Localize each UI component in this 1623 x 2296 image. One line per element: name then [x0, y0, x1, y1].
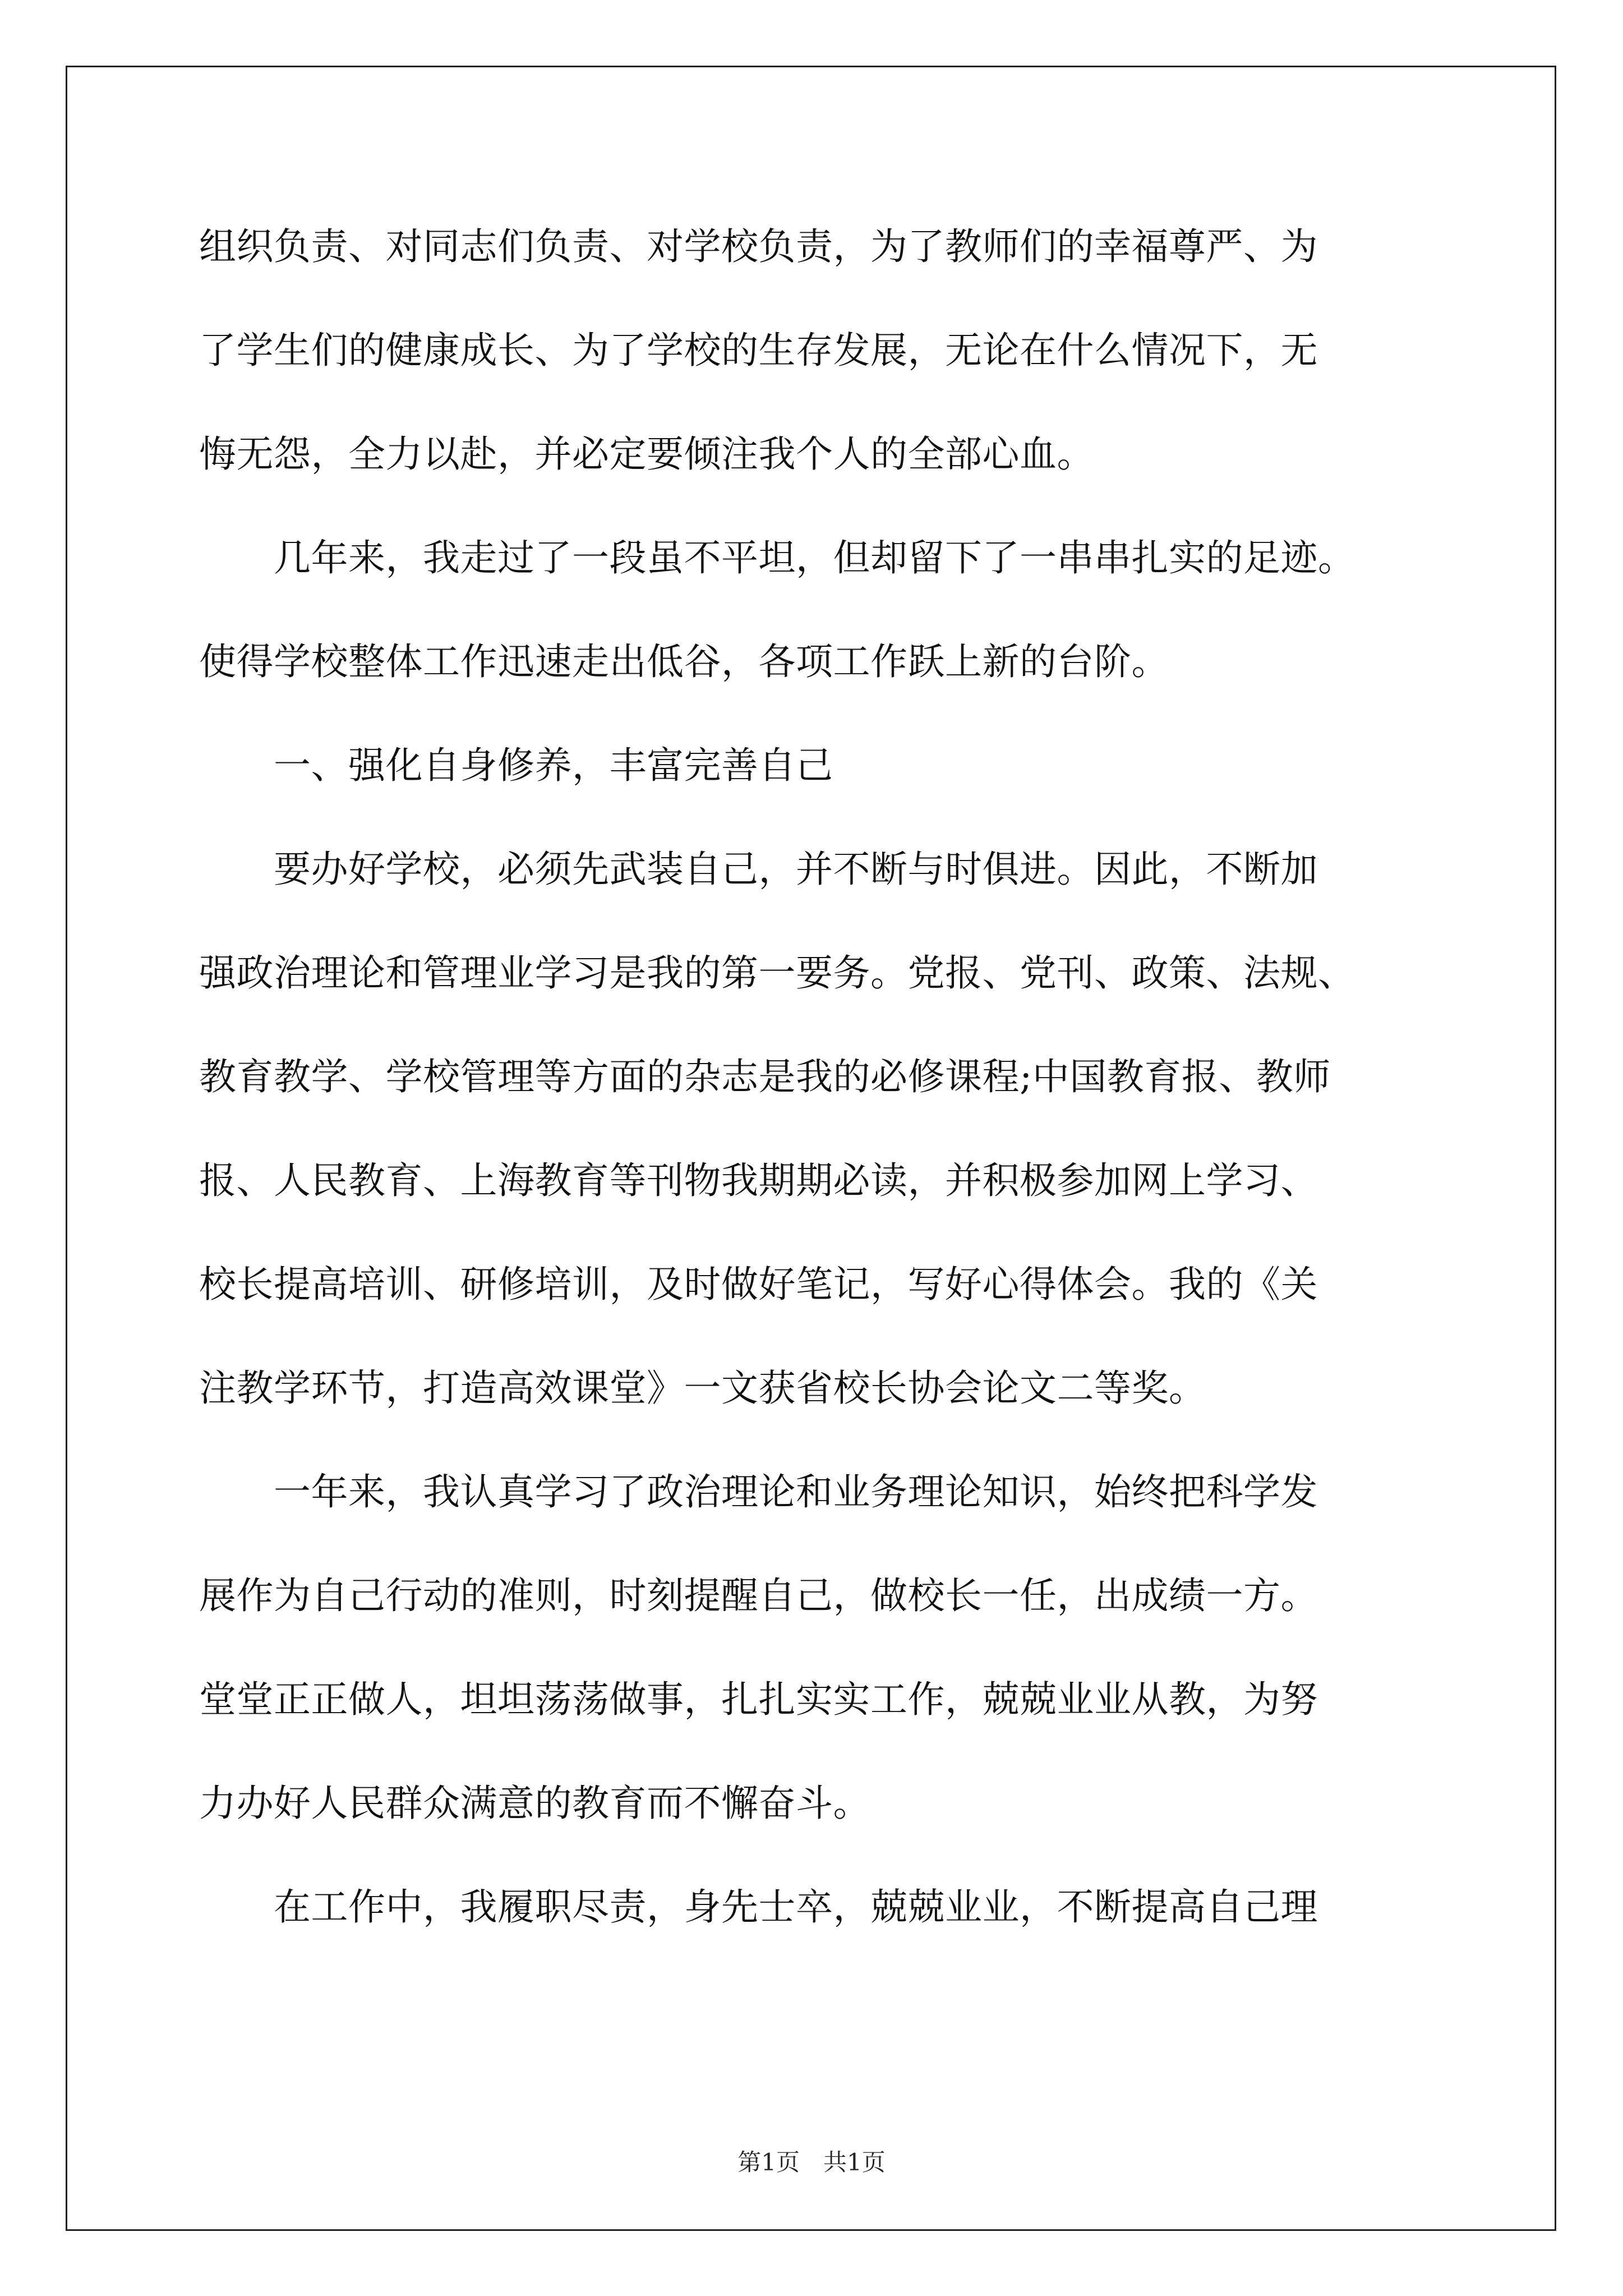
page-number: 第1页 共1页 [737, 2148, 886, 2176]
text-line: 教育教学、学校管理等方面的杂志是我的必修课程;中国教育报、教师 [199, 1055, 1331, 1098]
text-line: 一年来，我认真学习了政治理论和业务理论知识，始终把科学发 [199, 1470, 1318, 1513]
text-line: 使得学校整体工作迅速走出低谷，各项工作跃上新的台阶。 [199, 640, 1169, 683]
text-line: 力办好人民群众满意的教育而不懈奋斗。 [199, 1782, 870, 1825]
text-line: 展作为自己行动的准则，时刻提醒自己，做校长一任，出成绩一方。 [199, 1574, 1318, 1617]
text-line: 强政治理论和管理业学习是我的第一要务。党报、党刊、政策、法规、 [199, 951, 1355, 995]
text-line: 注教学环节，打造高效课堂》一文获省校长协会论文二等奖。 [199, 1366, 1206, 1410]
section-heading: 一、强化自身修养，丰富完善自己 [199, 744, 833, 787]
text-line: 悔无怨，全力以赴，并必定要倾注我个人的全部心血。 [199, 432, 1094, 476]
text-line: 了学生们的健康成长、为了学校的生存发展，无论在什么情况下，无 [199, 329, 1318, 372]
text-line: 堂堂正正做人，坦坦荡荡做事，扎扎实实工作，兢兢业业从教，为努 [199, 1678, 1318, 1721]
text-line: 几年来，我走过了一段虽不平坦，但却留下了一串串扎实的足迹。 [199, 536, 1355, 579]
text-line: 要办好学校，必须先武装自己，并不断与时俱进。因此，不断加 [199, 848, 1318, 891]
text-line: 报、人民教育、上海教育等刊物我期期必读，并积极参加网上学习、 [199, 1159, 1318, 1202]
text-line: 组织负责、对同志们负责、对学校负责，为了教师们的幸福尊严、为 [199, 225, 1318, 268]
text-line: 校长提高培训、研修培训，及时做好笔记，写好心得体会。我的《关 [199, 1263, 1318, 1306]
text-line: 在工作中，我履职尽责，身先士卒，兢兢业业，不断提高自己理 [199, 1885, 1318, 1929]
